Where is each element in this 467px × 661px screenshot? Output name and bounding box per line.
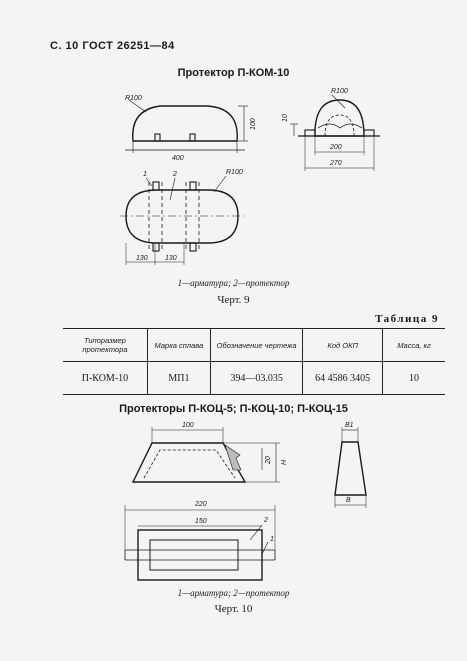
dim-r100-plan: R100 — [226, 169, 243, 176]
label-2-protector: 2 — [173, 171, 177, 178]
figure-9-title: Протектор П-КОМ-10 — [177, 67, 290, 79]
cell-alloy: МП1 — [147, 362, 210, 395]
label-1-armature: 1 — [143, 171, 147, 178]
label-1-armature-fig10: 1 — [270, 536, 274, 543]
table-header-row — [63, 329, 445, 362]
cell-drawing: 394—03.035 — [210, 362, 303, 395]
figure-9-legend: 1—арматура; 2—протектор — [177, 278, 290, 288]
header-drawing: Обозначение чертежа — [210, 329, 303, 362]
dim-100-height: 100 — [250, 118, 257, 130]
table-number: Таблица 9 — [375, 313, 439, 325]
dim-10-height: 10 — [282, 114, 289, 122]
header-okp: Код ОКП — [303, 329, 383, 362]
page-header: С. 10 ГОСТ 26251—84 — [50, 40, 175, 52]
table-row — [63, 362, 445, 395]
cell-okp: 64 4586 3405 — [303, 362, 383, 395]
figure-10-title: Протекторы П-КОЦ-5; П-КОЦ-10; П-КОЦ-15 — [119, 403, 348, 415]
dim-130-right: 130 — [165, 255, 177, 262]
dim-200-width: 200 — [330, 144, 342, 151]
header-type: Типоразмер протектора — [63, 329, 147, 362]
label-2-protector-fig10: 2 — [264, 517, 268, 524]
dim-400-width: 400 — [172, 155, 184, 162]
dim-130-left: 130 — [136, 255, 148, 262]
dim-r100-side: R100 — [125, 95, 142, 102]
dim-h-height: H — [281, 459, 288, 465]
dim-20-height: 20 — [265, 456, 272, 464]
dim-100-top: 100 — [182, 422, 194, 429]
spec-table — [63, 328, 445, 395]
figure-9-caption: Черт. 9 — [217, 294, 250, 306]
figure-10-caption: Черт. 10 — [214, 603, 253, 615]
dim-r100-section: R100 — [331, 88, 348, 95]
header-mass: Масса, кг — [382, 329, 445, 362]
header-alloy: Марка сплава — [147, 329, 210, 362]
dim-220-width: 220 — [195, 501, 207, 508]
dim-270-width: 270 — [330, 160, 342, 167]
dim-b1-width: B1 — [345, 422, 354, 429]
figure-10-legend: 1—арматура; 2—протектор — [177, 588, 290, 598]
cell-mass: 10 — [382, 362, 445, 395]
cell-type: П-КОМ-10 — [63, 362, 147, 395]
dim-150-width: 150 — [195, 518, 207, 525]
dim-b-width: B — [346, 497, 351, 504]
